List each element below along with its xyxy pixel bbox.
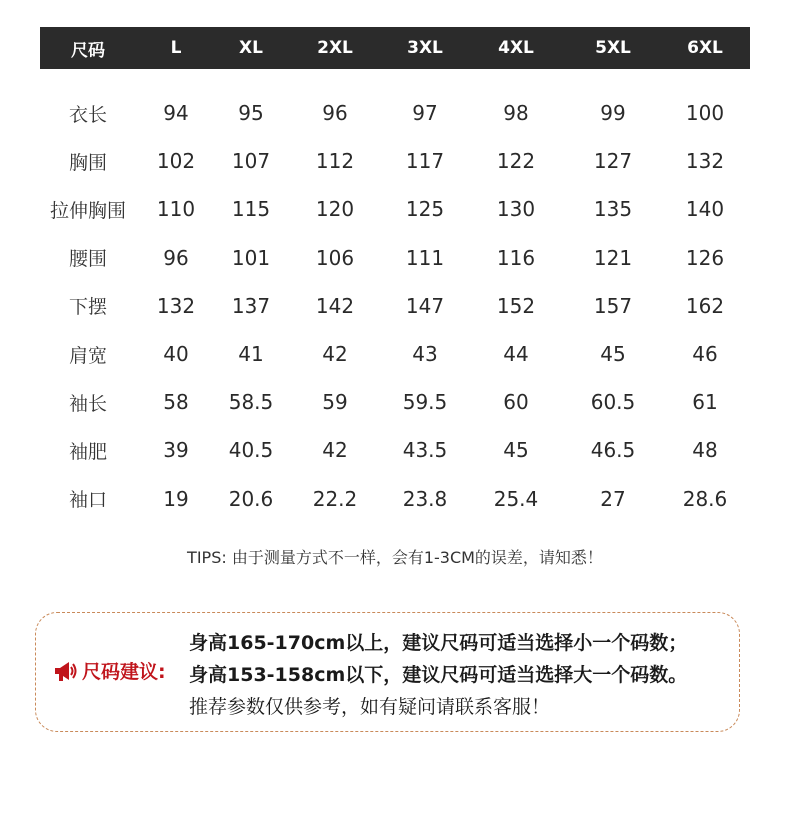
table-cell: 97 — [412, 101, 438, 126]
table-cell: 122 — [496, 149, 536, 174]
table-cell: 130 — [496, 197, 536, 222]
table-cell: 132 — [685, 149, 725, 174]
table-row — [40, 426, 750, 474]
megaphone-icon — [52, 659, 78, 683]
table-cell: 42 — [322, 438, 348, 463]
table-cell: 60 — [503, 390, 529, 415]
table-cell: 96 — [163, 245, 189, 270]
suggestion-label-group — [52, 657, 166, 684]
row-label-cell: 袖口 — [68, 489, 107, 512]
table-cell: 111 — [405, 245, 445, 270]
table-header-row — [40, 27, 750, 69]
table-cell: 107 — [231, 149, 271, 174]
size-chart-table — [40, 27, 750, 523]
table-cell: 100 — [685, 101, 725, 126]
table-cell: 101 — [231, 245, 271, 270]
table-cell: 39 — [163, 438, 189, 463]
table-cell: 127 — [593, 149, 633, 174]
suggestion-line-note: 推荐参数仅供参考，如有疑问请联系客服！ — [189, 696, 551, 718]
header-cell-3XL: 3XL — [407, 38, 443, 58]
row-label-cell: 衣长 — [68, 103, 107, 126]
table-cell: 110 — [156, 197, 196, 222]
tips-note: TIPS: 由于测量方式不一样，会有1-3CM的误差，请知悉！ — [187, 548, 603, 567]
header-cell-size: 尺码 — [71, 40, 105, 61]
table-cell: 59 — [322, 390, 348, 415]
table-cell: 19 — [163, 486, 189, 511]
table-cell: 94 — [163, 101, 189, 126]
table-cell: 43 — [412, 342, 438, 367]
table-row — [40, 378, 750, 426]
header-cell-4XL: 4XL — [498, 38, 534, 58]
header-cell-XL: XL — [239, 38, 263, 58]
row-label-cell: 胸围 — [68, 151, 107, 174]
table-row — [40, 330, 750, 378]
table-cell: 116 — [496, 245, 536, 270]
table-cell: 58.5 — [228, 390, 274, 415]
table-cell: 99 — [600, 101, 626, 126]
row-label-cell: 拉伸胸围 — [49, 199, 126, 222]
table-cell: 41 — [238, 342, 264, 367]
table-row — [40, 282, 750, 330]
table-cell: 58 — [163, 390, 189, 415]
table-cell: 59.5 — [402, 390, 448, 415]
table-cell: 147 — [405, 293, 445, 318]
table-cell: 142 — [315, 293, 355, 318]
table-cell: 95 — [238, 101, 264, 126]
table-cell: 115 — [231, 197, 271, 222]
table-cell: 48 — [692, 438, 718, 463]
table-cell: 27 — [600, 486, 626, 511]
table-cell: 44 — [503, 342, 529, 367]
suggestion-line-short: 身高153-158cm以下，建议尺码可适当选择大一个码数。 — [189, 664, 688, 686]
suggestion-line-tall: 身高165-170cm以上，建议尺码可适当选择小一个码数； — [189, 632, 688, 654]
table-cell: 28.6 — [682, 486, 728, 511]
table-cell: 125 — [405, 197, 445, 222]
header-cell-6XL: 6XL — [687, 38, 723, 58]
suggestion-label: 尺码建议: — [82, 661, 166, 683]
table-cell: 132 — [156, 293, 196, 318]
row-label-cell: 肩宽 — [68, 344, 107, 367]
table-cell: 22.2 — [312, 486, 358, 511]
table-cell: 112 — [315, 149, 355, 174]
table-cell: 162 — [685, 293, 725, 318]
table-cell: 152 — [496, 293, 536, 318]
table-cell: 40.5 — [228, 438, 274, 463]
table-cell: 106 — [315, 245, 355, 270]
table-cell: 20.6 — [228, 486, 274, 511]
table-cell: 46 — [692, 342, 718, 367]
table-row — [40, 185, 750, 233]
table-cell: 96 — [322, 101, 348, 126]
row-label-cell: 袖长 — [68, 392, 107, 415]
table-cell: 40 — [163, 342, 189, 367]
table-cell: 61 — [692, 390, 718, 415]
table-row — [40, 137, 750, 185]
table-body — [40, 89, 750, 523]
table-row — [40, 475, 750, 523]
table-cell: 137 — [231, 293, 271, 318]
table-cell: 45 — [600, 342, 626, 367]
table-cell: 135 — [593, 197, 633, 222]
table-cell: 102 — [156, 149, 196, 174]
table-cell: 126 — [685, 245, 725, 270]
header-cell-L: L — [170, 38, 182, 58]
header-cell-5XL: 5XL — [595, 38, 631, 58]
size-suggestion-box — [35, 612, 740, 732]
table-cell: 157 — [593, 293, 633, 318]
row-label-cell: 下摆 — [68, 296, 107, 319]
header-cell-2XL: 2XL — [317, 38, 353, 58]
table-cell: 120 — [315, 197, 355, 222]
table-cell: 23.8 — [402, 486, 448, 511]
row-label-cell: 腰围 — [68, 248, 107, 271]
table-cell: 60.5 — [590, 390, 636, 415]
table-cell: 117 — [405, 149, 445, 174]
table-row — [40, 234, 750, 282]
table-cell: 42 — [322, 342, 348, 367]
table-row — [40, 89, 750, 137]
table-cell: 121 — [593, 245, 633, 270]
table-cell: 45 — [503, 438, 529, 463]
table-cell: 43.5 — [402, 438, 448, 463]
table-cell: 140 — [685, 197, 725, 222]
table-cell: 46.5 — [590, 438, 636, 463]
row-label-cell: 袖肥 — [68, 440, 107, 463]
suggestion-text — [189, 627, 687, 723]
table-cell: 25.4 — [493, 486, 539, 511]
table-cell: 98 — [503, 101, 529, 126]
